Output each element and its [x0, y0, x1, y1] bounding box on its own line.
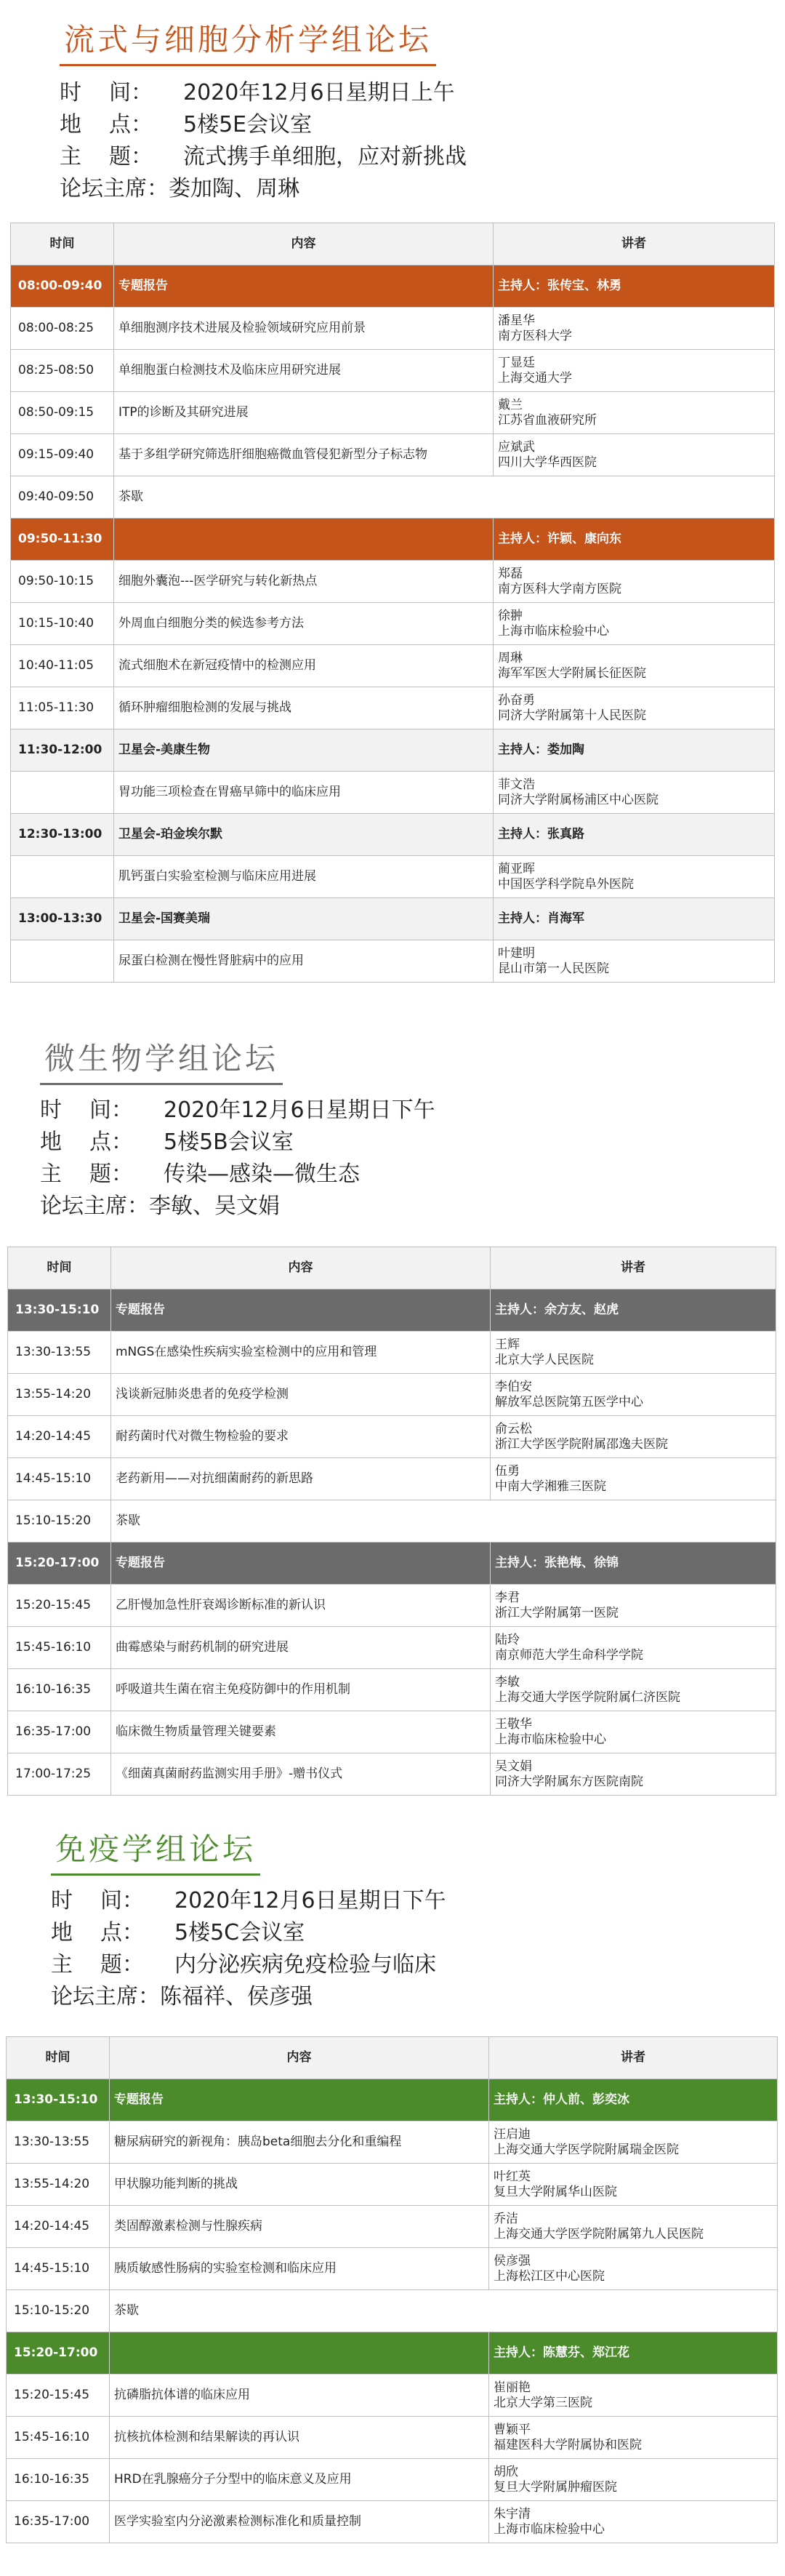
speaker-name: 丁显廷 [498, 355, 535, 370]
time-cell: 08:00-09:40 [11, 265, 114, 308]
table-row [8, 1458, 776, 1500]
table-row [11, 561, 775, 603]
content-cell: 茶歇 [114, 476, 775, 519]
content-cell: 抗核抗体检测和结果解读的再认识 [110, 2417, 489, 2459]
time-cell: 12:30-13:00 [11, 814, 114, 856]
content-cell: 卫星会-美康生物 [114, 729, 494, 772]
time-cell: 10:40-11:05 [11, 645, 114, 687]
info-theme: 主 题： 流式携手单细胞，应对新挑战 [60, 144, 467, 169]
content-cell: 耐药菌时代对微生物检验的要求 [111, 1416, 491, 1458]
speaker-name: 侯彦强 [494, 2253, 531, 2268]
speaker-name: 王敬华 [495, 1716, 532, 1732]
speaker-name: 王辉 [495, 1337, 520, 1352]
table-header-row [7, 2037, 778, 2079]
forum-1-title-wrap [60, 16, 436, 66]
speaker-name: 菲文浩 [498, 777, 535, 792]
speaker-cell [491, 1753, 776, 1796]
time-cell: 15:10-15:20 [8, 1500, 111, 1543]
speaker-cell [489, 2459, 778, 2501]
speaker-cell [489, 2206, 778, 2248]
time-cell: 08:50-09:15 [11, 392, 114, 434]
speaker-name: 主持人：张真路 [498, 827, 584, 841]
time-cell: 13:30-15:10 [7, 2079, 110, 2121]
speaker-affiliation: 同济大学附属杨浦区中心医院 [498, 792, 659, 807]
table-row [8, 1711, 776, 1753]
time-cell: 15:20-15:45 [8, 1585, 111, 1627]
time-cell: 15:10-15:20 [7, 2290, 110, 2332]
table-row [11, 476, 775, 519]
time-cell: 13:00-13:30 [11, 898, 114, 940]
speaker-cell [494, 898, 775, 940]
table-row [11, 645, 775, 687]
content-cell: 专题报告 [110, 2079, 489, 2121]
header-time: 时间 [7, 2037, 110, 2079]
content-cell [110, 2332, 489, 2375]
time-cell: 13:30-13:55 [7, 2121, 110, 2164]
satellite-row [11, 814, 775, 856]
info-place: 地 点： 5楼5B会议室 [40, 1129, 294, 1155]
content-cell: 循环肿瘤细胞检测的发展与挑战 [114, 687, 494, 729]
content-cell: 糖尿病研究的新视角：胰岛beta细胞去分化和重编程 [110, 2121, 489, 2164]
time-cell: 10:15-10:40 [11, 603, 114, 645]
speaker-affiliation: 北京大学第三医院 [494, 2395, 592, 2410]
section-row [11, 519, 775, 561]
table-row [8, 1374, 776, 1416]
speaker-cell [489, 2332, 778, 2375]
table-row [7, 2164, 778, 2206]
forum-2-title: 微生物学组论坛 [40, 1035, 283, 1085]
speaker-cell [491, 1416, 776, 1458]
speaker-name: 孙奋勇 [498, 692, 535, 708]
header-speaker: 讲者 [489, 2037, 778, 2079]
table-row [7, 2459, 778, 2501]
time-cell: 08:25-08:50 [11, 350, 114, 392]
content-cell: 卫星会-珀金埃尔默 [114, 814, 494, 856]
speaker-cell [494, 434, 775, 476]
speaker-affiliation: 同济大学附属东方医院南院 [495, 1774, 643, 1789]
speaker-affiliation: 复旦大学附属肿瘤医院 [494, 2479, 617, 2495]
speaker-cell [494, 645, 775, 687]
content-cell: 肌钙蛋白实验室检测与临床应用进展 [114, 856, 494, 898]
speaker-cell [489, 2121, 778, 2164]
content-cell: 类固醇激素检测与性腺疾病 [110, 2206, 489, 2248]
speaker-cell [494, 519, 775, 561]
header-time: 时间 [11, 223, 114, 265]
speaker-cell [489, 2248, 778, 2290]
forum-3-title: 免疫学组论坛 [51, 1825, 260, 1876]
speaker-cell [491, 1669, 776, 1711]
header-content: 内容 [114, 223, 494, 265]
table-row [7, 2417, 778, 2459]
time-cell: 09:50-11:30 [11, 519, 114, 561]
speaker-cell [491, 1374, 776, 1416]
content-cell: 乙肝慢加急性肝衰竭诊断标准的新认识 [111, 1585, 491, 1627]
speaker-name: 郑磊 [498, 566, 523, 581]
content-cell: HRD在乳腺癌分子分型中的临床意义及应用 [110, 2459, 489, 2501]
forum-3-schedule-table [6, 2036, 778, 2543]
section-row [7, 2332, 778, 2375]
info-theme: 主 题： 传染—感染—微生态 [40, 1161, 360, 1187]
content-cell: 胃功能三项检查在胃癌早筛中的临床应用 [114, 772, 494, 814]
section-row [11, 265, 775, 308]
speaker-affiliation: 南京师范大学生命科学学院 [495, 1647, 643, 1663]
time-cell: 13:55-14:20 [8, 1374, 111, 1416]
speaker-affiliation: 海军军医大学附属长征医院 [498, 665, 646, 681]
forum-3-title-wrap [51, 1825, 260, 1876]
info-chair: 论坛主席：陈福祥、侯彦强 [51, 1984, 313, 2009]
speaker-name: 主持人：肖海军 [498, 911, 584, 926]
info-place: 地 点： 5楼5C会议室 [51, 1920, 305, 1945]
speaker-affiliation: 南方医科大学南方医院 [498, 581, 621, 596]
speaker-affiliation: 四川大学华西医院 [498, 455, 597, 470]
section-row [7, 2079, 778, 2121]
content-cell: 茶歇 [110, 2290, 778, 2332]
info-time: 时 间： 2020年12月6日星期日下午 [40, 1097, 435, 1123]
content-cell: 外周血白细胞分类的候选参考方法 [114, 603, 494, 645]
info-theme: 主 题： 内分泌疾病免疫检验与临床 [51, 1952, 436, 1977]
speaker-affiliation: 解放军总医院第五医学中心 [495, 1394, 643, 1409]
speaker-affiliation: 上海市临床检验中心 [498, 623, 609, 639]
speaker-affiliation: 同济大学附属第十人民医院 [498, 708, 646, 723]
speaker-name: 周琳 [498, 650, 523, 665]
content-cell: mNGS在感染性疾病实验室检测中的应用和管理 [111, 1332, 491, 1374]
forum-2-schedule-table [7, 1247, 776, 1796]
speaker-cell [494, 772, 775, 814]
speaker-cell [489, 2164, 778, 2206]
content-cell: ITP的诊断及其研究进展 [114, 392, 494, 434]
speaker-cell [494, 265, 775, 308]
speaker-cell [494, 350, 775, 392]
content-cell: 基于多组学研究筛选肝细胞癌微血管侵犯新型分子标志物 [114, 434, 494, 476]
section-row [8, 1289, 776, 1332]
time-cell: 13:30-13:55 [8, 1332, 111, 1374]
forum-3-info [51, 1885, 446, 2013]
forum-1-title: 流式与细胞分析学组论坛 [60, 16, 436, 66]
content-cell: 流式细胞术在新冠疫情中的检测应用 [114, 645, 494, 687]
speaker-affiliation: 上海松江区中心医院 [494, 2268, 605, 2284]
time-cell [11, 856, 114, 898]
speaker-name: 叶红英 [494, 2169, 531, 2184]
content-cell: 茶歇 [111, 1500, 776, 1543]
table-row [8, 1753, 776, 1796]
table-row [8, 1416, 776, 1458]
speaker-name: 陆玲 [495, 1632, 520, 1647]
header-content: 内容 [110, 2037, 489, 2079]
speaker-name: 主持人：张传宝、林勇 [498, 279, 621, 293]
forum-1-schedule-table [10, 223, 775, 983]
speaker-name: 主持人：余方友、赵虎 [495, 1303, 619, 1317]
speaker-cell [494, 603, 775, 645]
forum-1-info [60, 77, 467, 205]
table-row [7, 2501, 778, 2543]
time-cell: 16:10-16:35 [8, 1669, 111, 1711]
speaker-cell [491, 1585, 776, 1627]
table-row [8, 1585, 776, 1627]
table-row [7, 2290, 778, 2332]
speaker-name: 徐翀 [498, 608, 523, 623]
speaker-name: 吴文娟 [495, 1759, 532, 1774]
table-row [11, 856, 775, 898]
speaker-cell [491, 1458, 776, 1500]
content-cell: 细胞外囊泡---医学研究与转化新热点 [114, 561, 494, 603]
speaker-affiliation: 上海市临床检验中心 [494, 2521, 605, 2537]
content-cell: 单细胞蛋白检测技术及临床应用研究进展 [114, 350, 494, 392]
speaker-affiliation: 上海交通大学医学院附属瑞金医院 [494, 2142, 679, 2157]
speaker-cell [494, 392, 775, 434]
speaker-cell [494, 561, 775, 603]
content-cell: 甲状腺功能判断的挑战 [110, 2164, 489, 2206]
speaker-affiliation: 中南大学湘雅三医院 [495, 1479, 606, 1494]
time-cell: 14:20-14:45 [8, 1416, 111, 1458]
time-cell: 15:45-16:10 [7, 2417, 110, 2459]
content-cell: 浅谈新冠肺炎患者的免疫学检测 [111, 1374, 491, 1416]
table-row [8, 1500, 776, 1543]
speaker-cell [489, 2079, 778, 2121]
speaker-cell [494, 308, 775, 350]
speaker-cell [494, 856, 775, 898]
speaker-name: 潘星华 [498, 313, 535, 328]
speaker-name: 胡欣 [494, 2464, 518, 2479]
header-speaker: 讲者 [494, 223, 775, 265]
speaker-cell [494, 687, 775, 729]
speaker-cell [491, 1543, 776, 1585]
info-time: 时 间： 2020年12月6日星期日下午 [51, 1888, 446, 1913]
speaker-cell [491, 1711, 776, 1753]
table-header-row [11, 223, 775, 265]
time-cell: 11:30-12:00 [11, 729, 114, 772]
content-cell: 医学实验室内分泌激素检测标准化和质量控制 [110, 2501, 489, 2543]
speaker-affiliation: 江苏省血液研究所 [498, 412, 597, 428]
content-cell: 胰质敏感性肠病的实验室检测和临床应用 [110, 2248, 489, 2290]
speaker-name: 曹颖平 [494, 2422, 531, 2437]
content-cell: 呼吸道共生菌在宿主免疫防御中的作用机制 [111, 1669, 491, 1711]
speaker-cell [494, 940, 775, 983]
table-row [11, 940, 775, 983]
table-header-row [8, 1247, 776, 1289]
time-cell: 15:45-16:10 [8, 1627, 111, 1669]
speaker-name: 主持人：娄加陶 [498, 743, 584, 757]
speaker-cell [494, 814, 775, 856]
content-cell: 卫星会-国赛美瑞 [114, 898, 494, 940]
content-cell: 专题报告 [111, 1543, 491, 1585]
speaker-name: 俞云松 [495, 1421, 532, 1436]
speaker-affiliation: 上海市临床检验中心 [495, 1732, 606, 1747]
speaker-name: 蔺亚晖 [498, 861, 535, 876]
speaker-cell [489, 2417, 778, 2459]
section-row [8, 1543, 776, 1585]
speaker-name: 乔洁 [494, 2211, 518, 2226]
info-place: 地 点： 5楼5E会议室 [60, 112, 313, 137]
header-speaker: 讲者 [491, 1247, 776, 1289]
time-cell [11, 940, 114, 983]
content-cell: 老药新用——对抗细菌耐药的新思路 [111, 1458, 491, 1500]
satellite-row [11, 729, 775, 772]
table-row [7, 2121, 778, 2164]
info-chair: 论坛主席：娄加陶、周琳 [60, 176, 299, 201]
speaker-name: 李敏 [495, 1674, 520, 1689]
content-cell [114, 519, 494, 561]
table-row [11, 687, 775, 729]
content-cell: 曲霉感染与耐药机制的研究进展 [111, 1627, 491, 1669]
table-row [7, 2248, 778, 2290]
content-cell: 《细菌真菌耐药监测实用手册》-赠书仪式 [111, 1753, 491, 1796]
speaker-affiliation: 上海交通大学 [498, 370, 572, 385]
speaker-affiliation: 上海交通大学医学院附属仁济医院 [495, 1689, 680, 1705]
speaker-name: 戴兰 [498, 397, 523, 412]
time-cell [11, 772, 114, 814]
time-cell: 14:45-15:10 [7, 2248, 110, 2290]
content-cell: 单细胞测序技术进展及检验领域研究应用前景 [114, 308, 494, 350]
forum-2-title-wrap [40, 1035, 283, 1085]
table-row [11, 434, 775, 476]
time-cell: 14:20-14:45 [7, 2206, 110, 2248]
time-cell: 11:05-11:30 [11, 687, 114, 729]
speaker-affiliation: 南方医科大学 [498, 328, 572, 343]
speaker-name: 叶建明 [498, 945, 535, 961]
speaker-name: 汪启迪 [494, 2127, 531, 2142]
speaker-affiliation: 福建医科大学附属协和医院 [494, 2437, 642, 2452]
satellite-row [11, 898, 775, 940]
speaker-affiliation: 昆山市第一人民医院 [498, 961, 609, 976]
table-row [8, 1627, 776, 1669]
time-cell: 13:30-15:10 [8, 1289, 111, 1332]
header-time: 时间 [8, 1247, 111, 1289]
speaker-affiliation: 复旦大学附属华山医院 [494, 2184, 617, 2199]
time-cell: 15:20-17:00 [7, 2332, 110, 2375]
content-cell: 临床微生物质量管理关键要素 [111, 1711, 491, 1753]
speaker-affiliation: 中国医学科学院阜外医院 [498, 876, 634, 892]
forum-2-info [40, 1095, 435, 1223]
speaker-name: 主持人：陈慧芬、郑江花 [494, 2345, 629, 2360]
table-row [7, 2206, 778, 2248]
time-cell: 08:00-08:25 [11, 308, 114, 350]
speaker-name: 应斌武 [498, 439, 535, 455]
table-row [11, 772, 775, 814]
info-chair: 论坛主席：李敏、吴文娟 [40, 1193, 280, 1219]
table-row [11, 603, 775, 645]
speaker-cell [491, 1627, 776, 1669]
speaker-name: 崔丽艳 [494, 2380, 531, 2395]
time-cell: 16:10-16:35 [7, 2459, 110, 2501]
time-cell: 16:35-17:00 [8, 1711, 111, 1753]
speaker-name: 主持人：许颖、康向东 [498, 532, 621, 546]
speaker-name: 伍勇 [495, 1463, 520, 1479]
speaker-name: 朱宇清 [494, 2506, 531, 2521]
speaker-name: 李君 [495, 1590, 520, 1605]
time-cell: 16:35-17:00 [7, 2501, 110, 2543]
time-cell: 15:20-15:45 [7, 2375, 110, 2417]
info-time: 时 间： 2020年12月6日星期日上午 [60, 80, 455, 105]
time-cell: 14:45-15:10 [8, 1458, 111, 1500]
table-row [7, 2375, 778, 2417]
table-row [8, 1332, 776, 1374]
speaker-name: 主持人：张艳梅、徐锦 [495, 1556, 619, 1570]
content-cell: 专题报告 [111, 1289, 491, 1332]
speaker-cell [489, 2375, 778, 2417]
header-content: 内容 [111, 1247, 491, 1289]
speaker-cell [491, 1289, 776, 1332]
table-row [11, 308, 775, 350]
speaker-affiliation: 浙江大学医学院附属邵逸夫医院 [495, 1436, 668, 1452]
speaker-cell [489, 2501, 778, 2543]
table-row [11, 350, 775, 392]
speaker-name: 李伯安 [495, 1379, 532, 1394]
content-cell: 专题报告 [114, 265, 494, 308]
speaker-name: 主持人：仲人前、彭奕冰 [494, 2092, 629, 2107]
time-cell: 09:50-10:15 [11, 561, 114, 603]
time-cell: 13:55-14:20 [7, 2164, 110, 2206]
time-cell: 15:20-17:00 [8, 1543, 111, 1585]
table-row [11, 392, 775, 434]
time-cell: 09:40-09:50 [11, 476, 114, 519]
speaker-cell [491, 1332, 776, 1374]
speaker-cell [494, 729, 775, 772]
table-row [8, 1669, 776, 1711]
content-cell: 抗磷脂抗体谱的临床应用 [110, 2375, 489, 2417]
time-cell: 09:15-09:40 [11, 434, 114, 476]
time-cell: 17:00-17:25 [8, 1753, 111, 1796]
speaker-affiliation: 浙江大学附属第一医院 [495, 1605, 619, 1620]
content-cell: 尿蛋白检测在慢性肾脏病中的应用 [114, 940, 494, 983]
speaker-affiliation: 上海交通大学医学院附属第九人民医院 [494, 2226, 704, 2241]
speaker-affiliation: 北京大学人民医院 [495, 1352, 594, 1367]
